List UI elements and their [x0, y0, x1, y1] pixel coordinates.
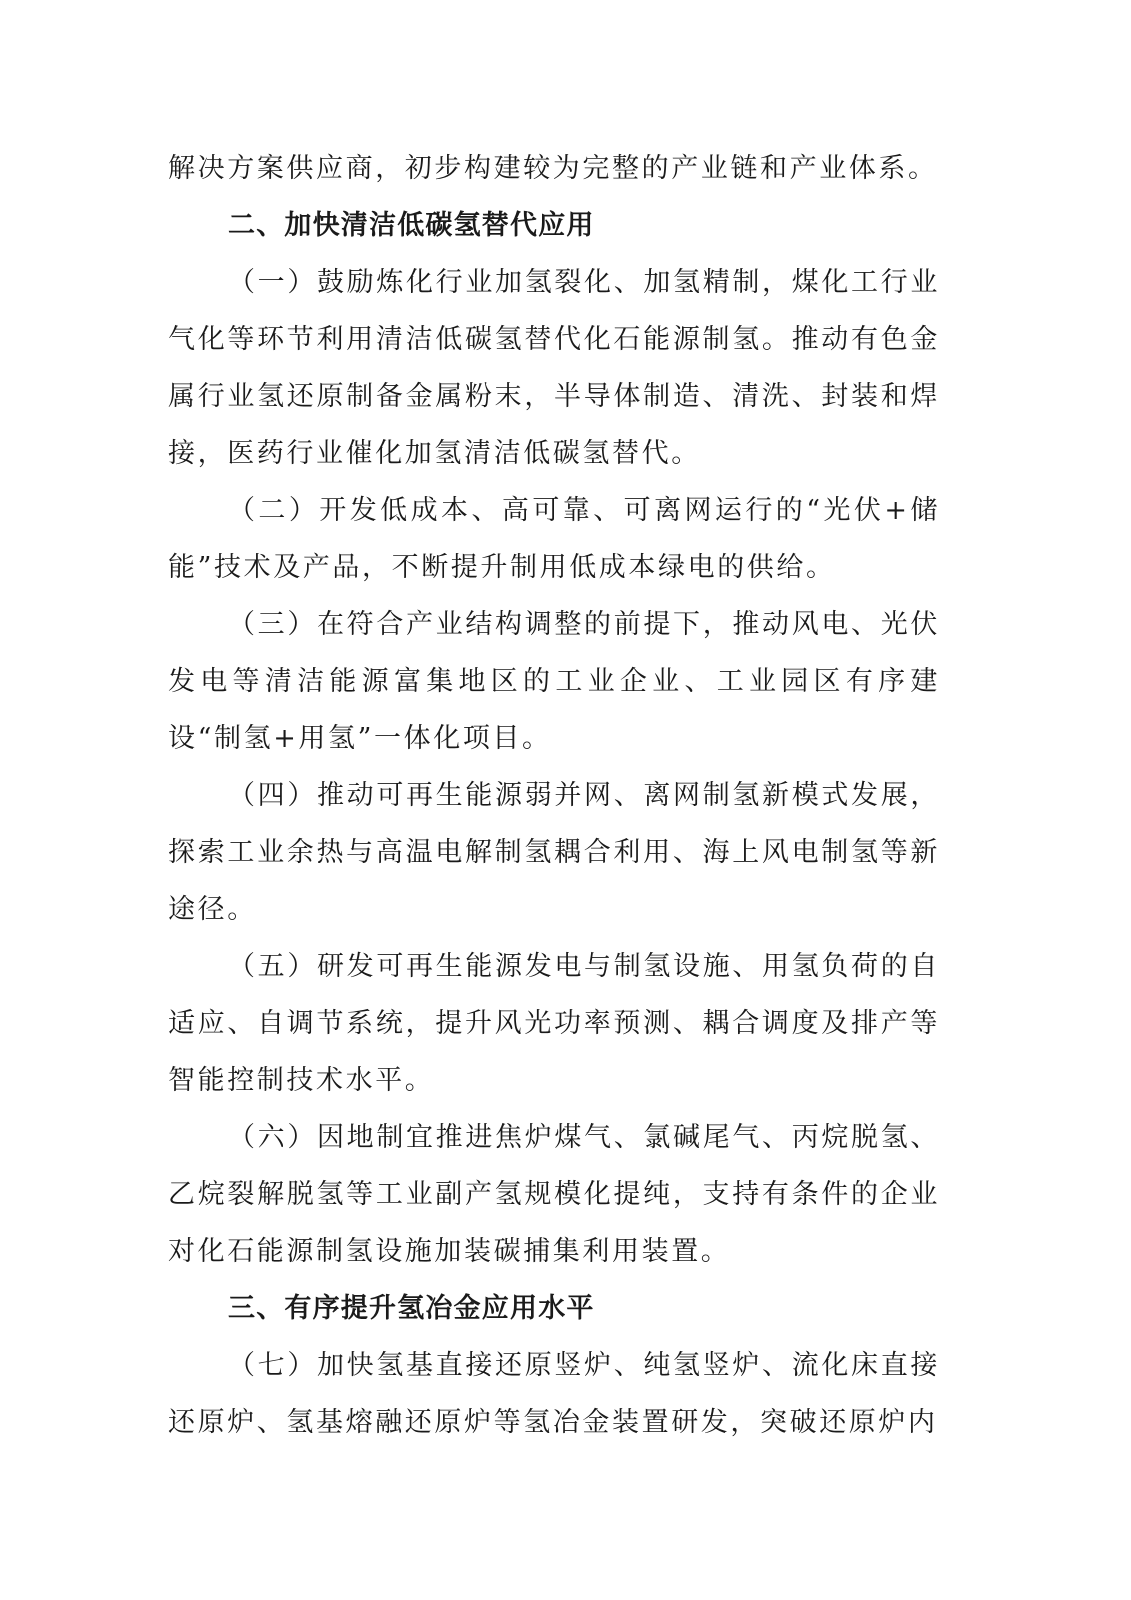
paragraph-item-4: （四）推动可再生能源弱并网、离网制氢新模式发展，探索工业余热与高温电解制氢耦合利用、海上风电制氢等新途径。	[168, 780, 940, 925]
paragraph-item-2: （二）开发低成本、高可靠、可离网运行的“光伏+储能”技术及产品，不断提升制用低成本绿电的供给。	[168, 495, 940, 583]
document-body	[168, 140, 940, 1451]
paragraph-item-7: （七）加快氢基直接还原竖炉、纯氢竖炉、流化床直接还原炉、氢基熔融还原炉等氢冶金装置研发，突破还原炉内	[168, 1350, 940, 1438]
paragraph-item-5: （五）研发可再生能源发电与制氢设施、用氢负荷的自适应、自调节系统，提升风光功率预测、耦合调度及排产等智能控制技术水平。	[168, 951, 940, 1096]
paragraph-continuation: 解决方案供应商，初步构建较为完整的产业链和产业体系。	[168, 153, 938, 184]
paragraph-item-6: （六）因地制宜推进焦炉煤气、氯碱尾气、丙烷脱氢、乙烷裂解脱氢等工业副产氢规模化提纯，支持有条件的企业对化石能源制氢设施加装碳捕集利用装置。	[168, 1122, 940, 1267]
paragraph-item-3: （三）在符合产业结构调整的前提下，推动风电、光伏发电等清洁能源富集地区的工业企业、工业园区有序建设“制氢+用氢”一体化项目。	[168, 609, 940, 754]
paragraph-item-1: （一）鼓励炼化行业加氢裂化、加氢精制，煤化工行业气化等环节利用清洁低碳氢替代化石能源制氢。推动有色金属行业氢还原制备金属粉末，半导体制造、清洗、封装和焊接，医药行业催化加氢清洁低碳氢替代。	[168, 267, 940, 469]
section-heading-2: 二、加快清洁低碳氢替代应用	[228, 210, 595, 241]
section-heading-3: 三、有序提升氢冶金应用水平	[228, 1293, 595, 1324]
